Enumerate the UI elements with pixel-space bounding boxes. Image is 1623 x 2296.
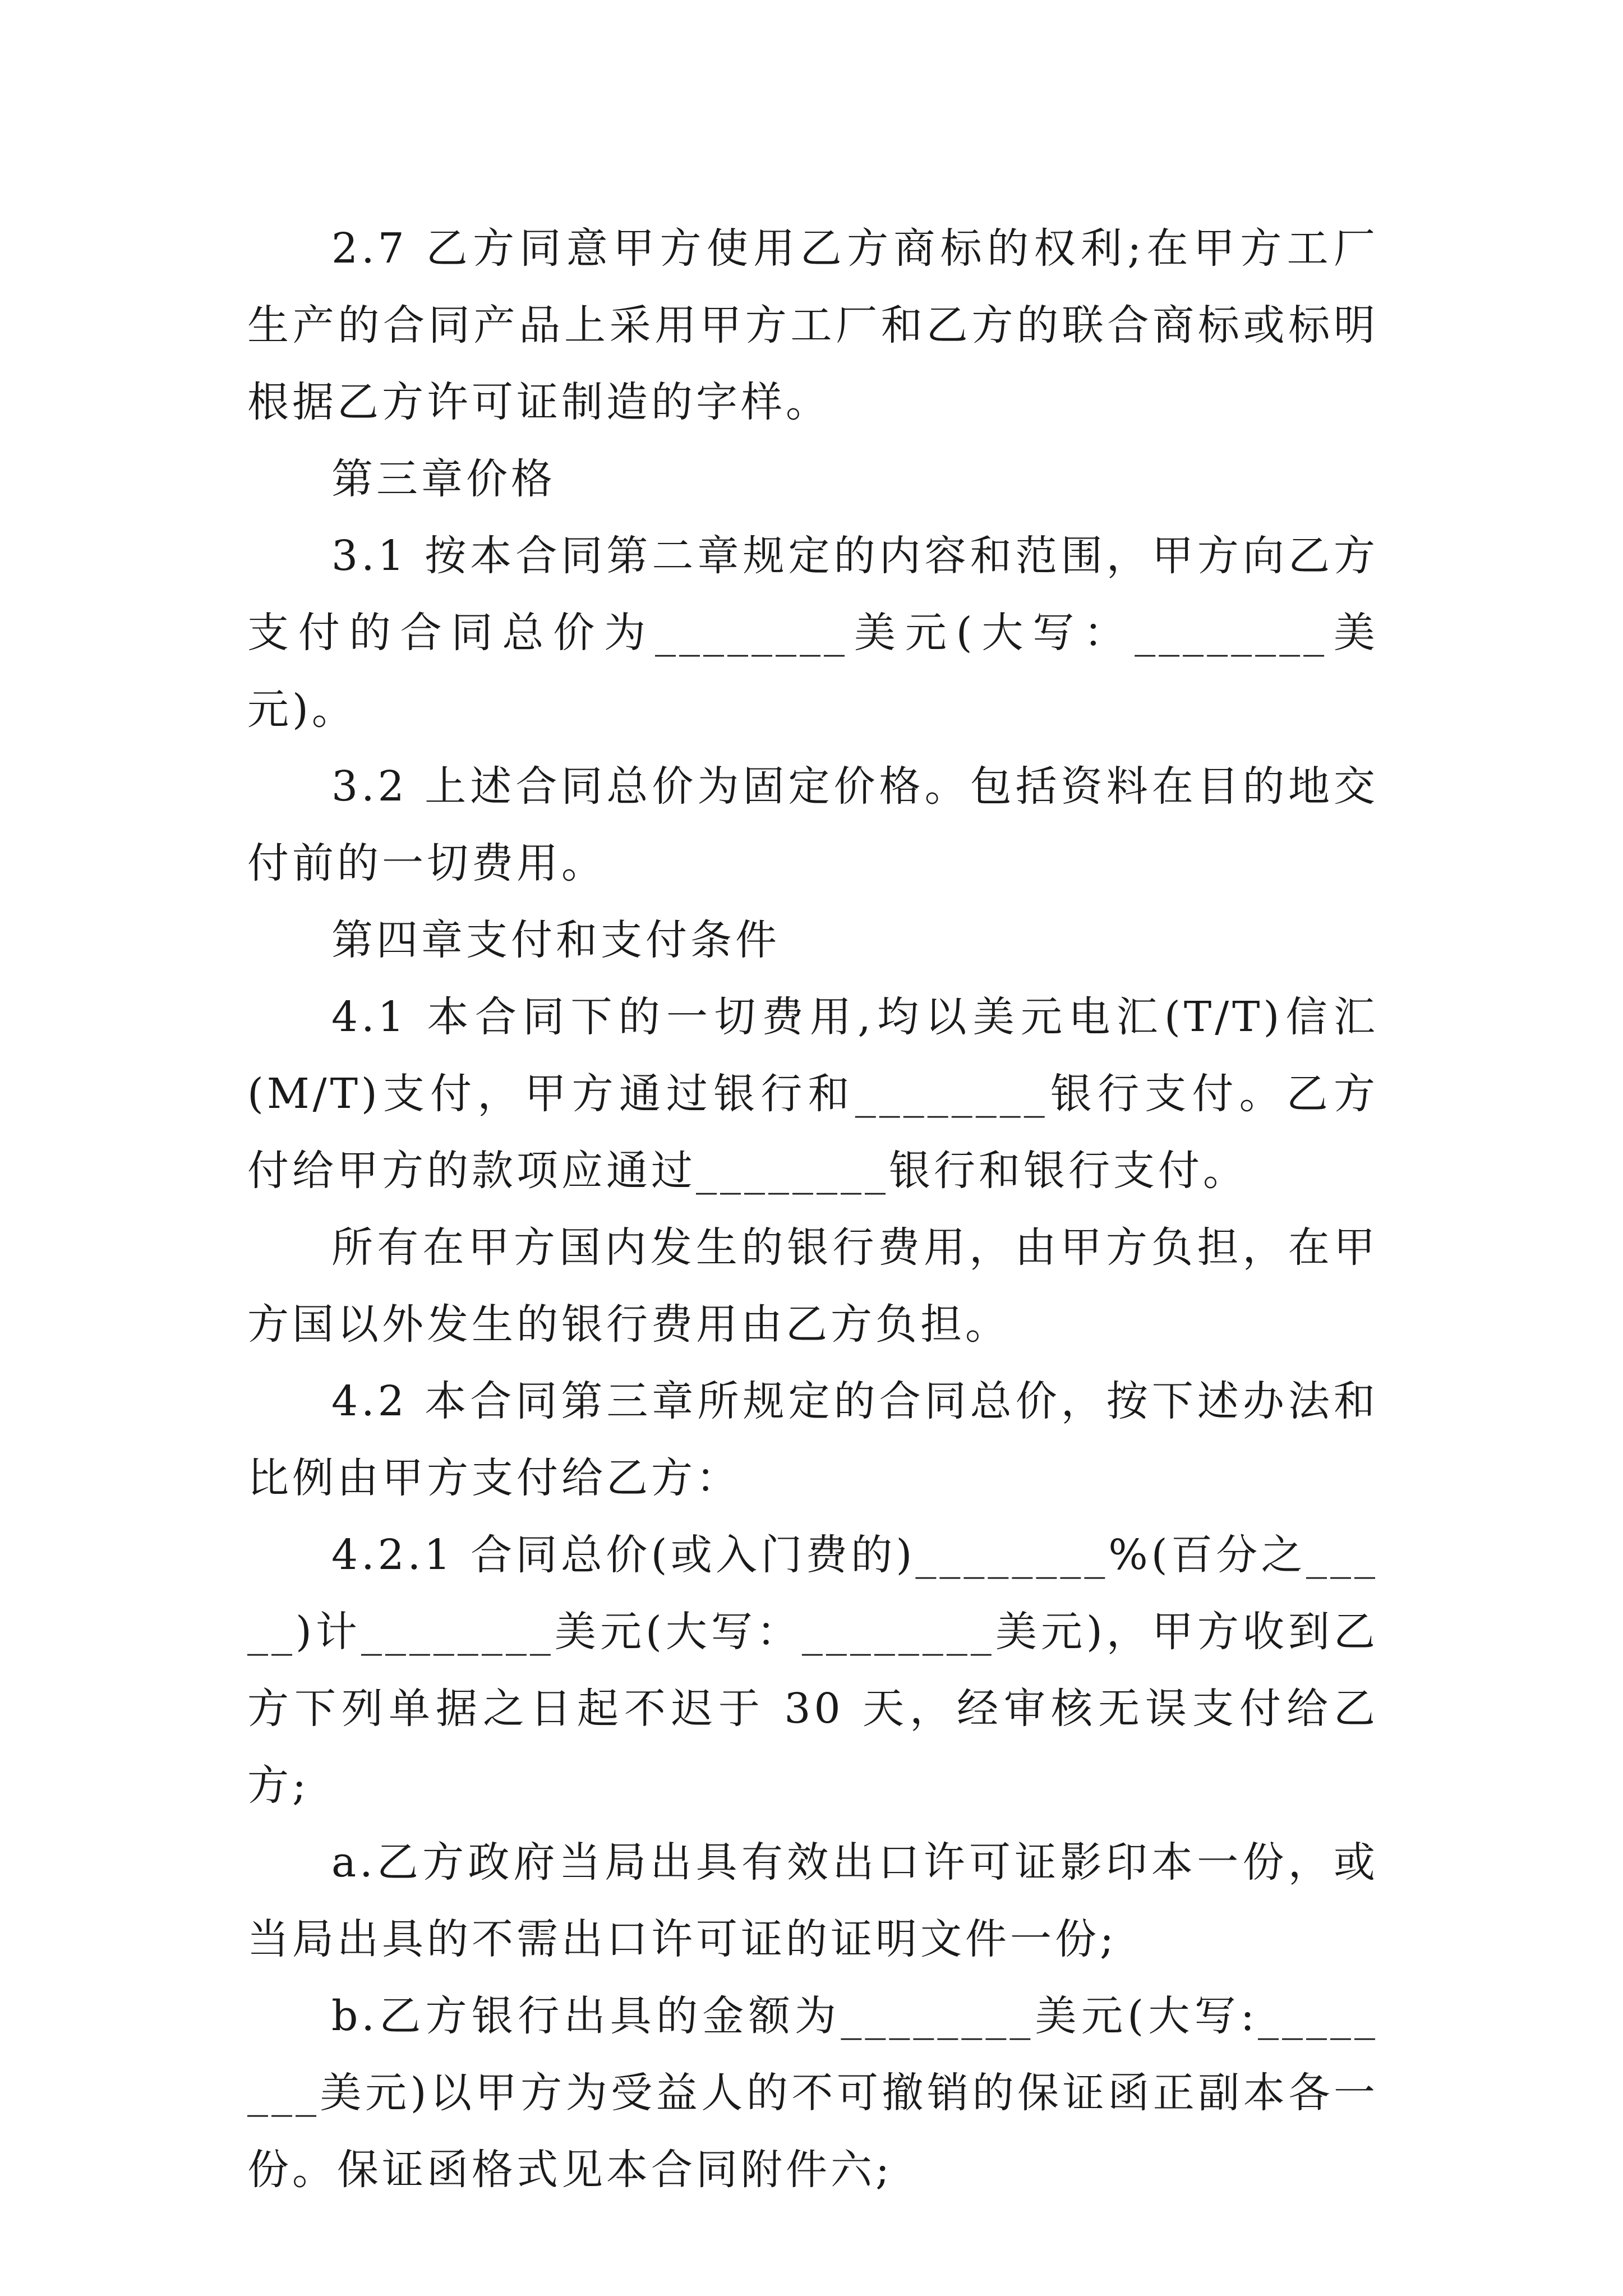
item-b: b.乙方银行出具的金额为________美元(大写:________美元)以甲方为受益人的不可撤销的保证函正副本各一份。保证函格式见本合同附件六; [247, 1992, 1378, 2194]
clause-4-1: 4.1 本合同下的一切费用,均以美元电汇(T/T)信汇(M/T)支付，甲方通过银行和________银行支付。乙方付给甲方的款项应通过________银行和银行支付。 [247, 993, 1378, 1195]
chapter-4-heading: 第四章支付和支付条件 [331, 916, 780, 964]
chapter-3-heading: 第三章价格 [331, 455, 556, 503]
clause-4-2: 4.2 本合同第三章所规定的合同总价，按下述办法和比例由甲方支付给乙方： [247, 1377, 1378, 1502]
item-a: a.乙方政府当局出具有效出口许可证影印本一份，或当局出具的不需出口许可证的证明文件一份; [247, 1838, 1378, 1963]
document-body [247, 210, 1378, 2208]
clause-4-2-1: 4.2.1 合同总价(或入门费的)________%(百分之_____)计________美元(大写：________美元)，甲方收到乙方下列单据之日起不迟于 30 天，经审核无误支付给乙方; [247, 1531, 1378, 1810]
clause-2-7: 2.7 乙方同意甲方使用乙方商标的权利;在甲方工厂生产的合同产品上采用甲方工厂和乙方的联合商标或标明根据乙方许可证制造的字样。 [247, 224, 1378, 426]
clause-3-2: 3.2 上述合同总价为固定价格。包括资料在目的地交付前的一切费用。 [247, 762, 1378, 887]
bank-fees-paragraph: 所有在甲方国内发生的银行费用，由甲方负担，在甲方国以外发生的银行费用由乙方负担。 [247, 1223, 1378, 1349]
clause-3-1: 3.1 按本合同第二章规定的内容和范围，甲方向乙方支付的合同总价为________美元(大写：________美元)。 [247, 532, 1378, 734]
